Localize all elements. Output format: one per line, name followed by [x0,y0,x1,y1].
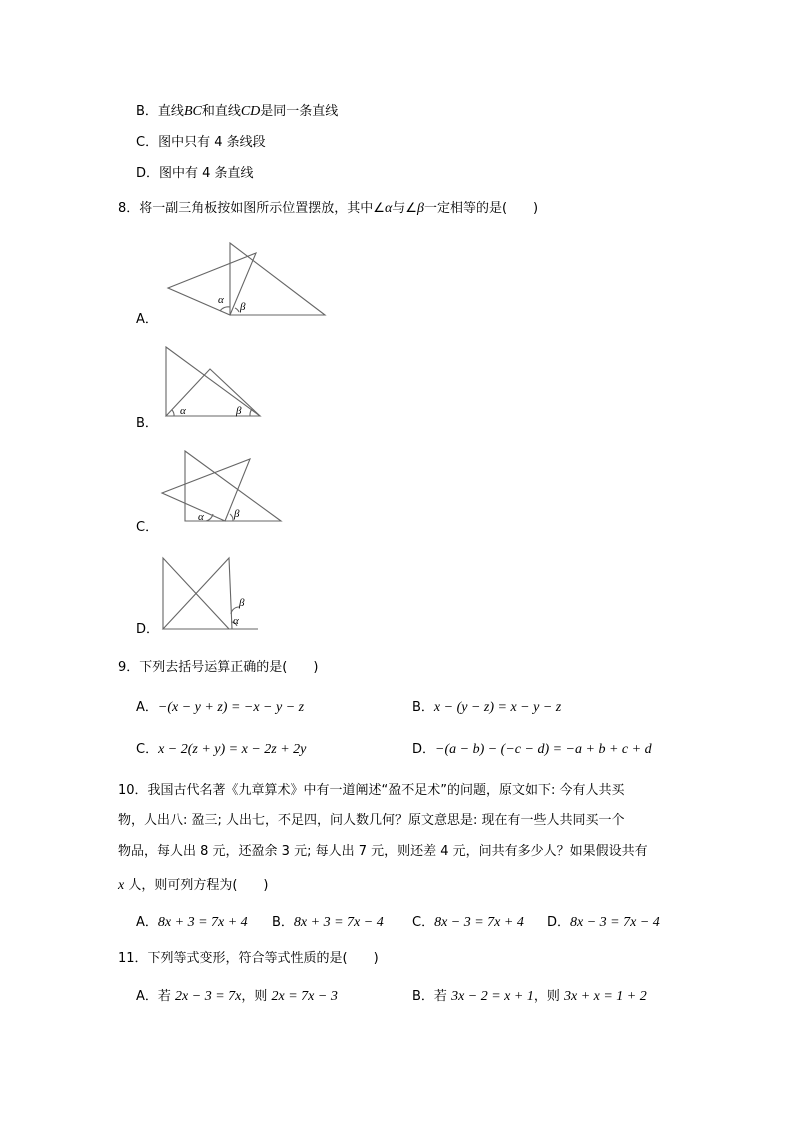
option-label: A． [136,700,158,715]
text: 8．将一副三角板按如图所示位置摆放，其中∠ [118,201,385,216]
option-label: B．若 [412,989,452,1004]
math-expression: 3x + x = 1 + 2 [563,989,647,1004]
math-expression: 2x − 3 = 7x [175,989,242,1004]
alpha-label: α [218,294,224,306]
q10-stem-line-4 [118,877,269,895]
alpha-label: α [198,511,204,523]
q8-option-a-label: A． [136,312,158,327]
q8-stem [118,200,538,218]
q11-option-a [136,988,338,1006]
alpha-label: α [233,615,239,627]
option-label: C． [412,915,435,930]
math-expression: x − 2(z + y) = x − 2z + 2y [158,742,307,757]
math-expression: x − (y − z) = x − y − z [433,700,562,715]
option-label: B． [272,915,294,930]
q11-stem: 11．下列等式变形，符合等式性质的是( ) [118,951,379,966]
beta-label: β [236,405,242,417]
q10-option-c [412,914,524,932]
q10-option-a [136,914,248,932]
q8-figure-d [158,554,262,634]
q10-option-b [272,914,384,932]
beta-label: β [234,508,240,520]
q8-option-b-label: B． [136,416,158,431]
option-label: B． [412,700,434,715]
q10-option-d [547,914,660,932]
text: 一定相等的是( ) [423,201,539,216]
text: 和直线 [201,104,241,119]
text: 人，则可列方程为( ) [124,878,269,893]
q9-option-d [412,741,652,759]
math-expression: 8x + 3 = 7x + 4 [157,915,248,930]
q7-option-d: D．图中有 4 条直线 [136,166,254,181]
alpha-label: α [180,405,186,417]
text: 直线 [157,104,184,119]
text: 是同一条直线 [260,104,339,119]
math-bc: BC [183,104,202,119]
math-expression: 2x = 7x − 3 [271,989,338,1004]
q7-option-c: C．图中只有 4 条线段 [136,135,266,150]
q9-option-c [136,741,306,759]
q8-option-d-label: D． [136,622,160,637]
q9-option-a [136,699,304,717]
option-label: B． [136,104,158,119]
q10-stem-line-1: 10．我国古代名著《九章算术》中有一道阐述“盈不足术”的问题，原文如下: 今有人共买 [118,783,625,798]
beta-label: β [239,597,245,609]
q9-option-b [412,699,561,717]
math-alpha: α [384,201,393,216]
math-expression: −(a − b) − (−c − d) = −a + b + c + d [435,742,652,757]
q8-figure-b [160,342,270,422]
text: 与∠ [392,201,417,216]
option-label: C． [136,742,159,757]
q10-stem-line-3: 物品，每人出 8 元，还盈余 3 元; 每人出 7 元，则还差 4 元，问共有多少人？如果假设共有 [118,844,648,859]
math-expression: −(x − y + z) = −x − y − z [157,700,305,715]
beta-label: β [240,301,246,313]
math-cd: CD [240,104,261,119]
option-label: D． [547,915,571,930]
text: ，则 [533,989,564,1004]
q8-option-c-label: C． [136,520,159,535]
math-expression: 3x − 2 = x + 1 [451,989,534,1004]
q9-stem: 9．下列去括号运算正确的是( ) [118,660,319,675]
q8-figure-a [160,238,330,320]
math-expression: 8x − 3 = 7x + 4 [434,915,524,930]
q8-figure-c [158,446,286,526]
q11-option-b [412,988,647,1006]
q7-option-b [136,103,338,121]
option-label: D． [412,742,436,757]
math-expression: 8x − 3 = 7x − 4 [570,915,660,930]
text: ，则 [241,989,272,1004]
option-label: A．若 [136,989,176,1004]
math-expression: 8x + 3 = 7x − 4 [293,915,384,930]
option-label: A． [136,915,158,930]
q10-stem-line-2: 物，人出八: 盈三; 人出七，不足四，问人数几何？原文意思是: 现在有一些人共同买一个 [118,813,625,828]
math-beta: β [416,201,424,216]
math-x: x [118,878,125,893]
